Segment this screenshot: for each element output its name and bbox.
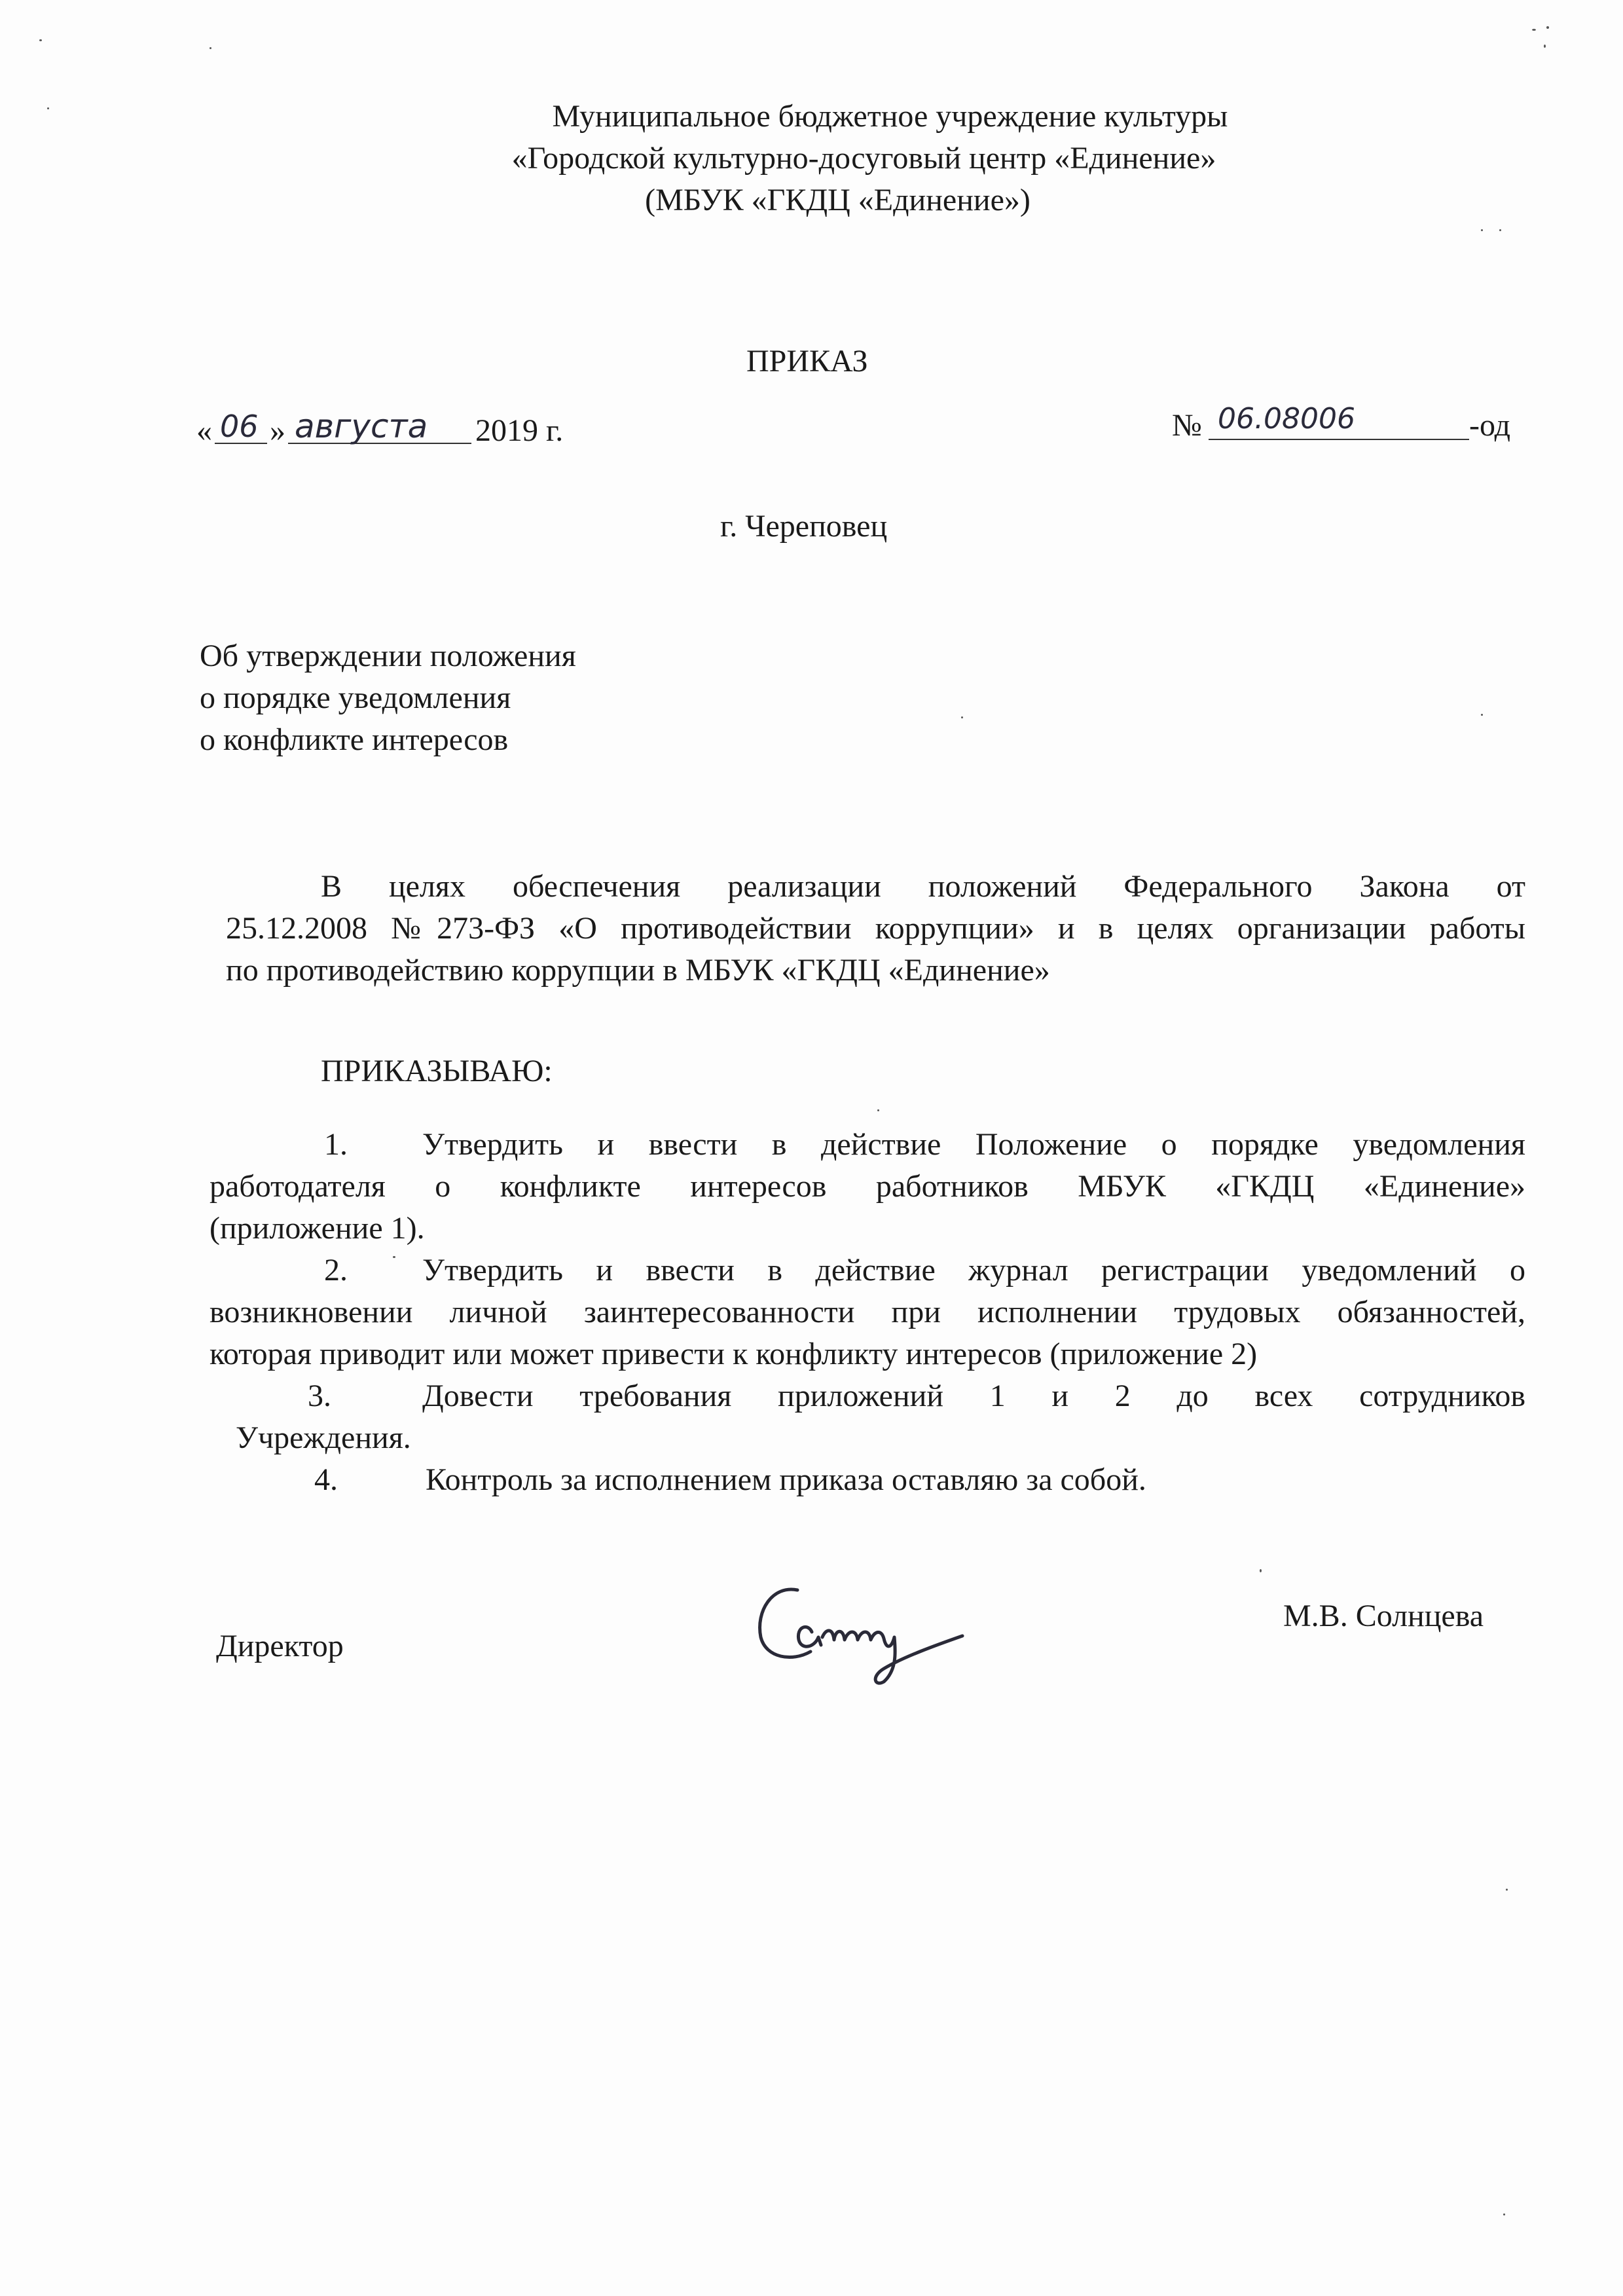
item-1-line-1: Утвердить и ввести в действие Положение о порядке уведомления xyxy=(422,1127,1525,1162)
item-3-number: 3. xyxy=(308,1379,331,1413)
item-2-line-2: возникновении личной заинтересованности при исполнении трудовых обязанностей, xyxy=(210,1295,1525,1329)
signer-name: М.В. Солнцева xyxy=(1283,1599,1484,1633)
order-date xyxy=(196,406,602,458)
item-4-number: 4. xyxy=(314,1462,338,1497)
org-name-line-3: (МБУК «ГКДЦ «Единение») xyxy=(645,183,1030,217)
number-line xyxy=(1209,439,1469,440)
scan-speck xyxy=(961,716,963,718)
number-prefix: № xyxy=(1172,408,1202,443)
scan-speck xyxy=(1499,229,1501,231)
item-2-line-1: Утвердить и ввести в действие журнал регистрации уведомлений о xyxy=(422,1253,1525,1287)
item-1-line-3: (приложение 1). xyxy=(210,1211,425,1246)
subject-line-3: о конфликте интересов xyxy=(200,722,509,757)
scan-speck xyxy=(1546,26,1549,29)
item-3-line-1: Довести требования приложений 1 и 2 до всех сотрудников xyxy=(422,1379,1525,1413)
scan-speck xyxy=(1481,229,1483,231)
scan-speck xyxy=(877,1109,879,1111)
scan-speck xyxy=(1532,29,1536,31)
scan-speck xyxy=(1506,1889,1508,1891)
number-suffix: -од xyxy=(1469,408,1511,443)
item-1-number: 1. xyxy=(324,1127,348,1162)
handwritten-signature xyxy=(746,1572,1021,1690)
scan-speck xyxy=(1544,45,1546,48)
scan-speck xyxy=(47,107,49,109)
subject-line-1: Об утверждении положения xyxy=(200,639,576,673)
subject-line-2: о порядке уведомления xyxy=(200,680,511,715)
scan-speck xyxy=(393,1256,395,1258)
scan-speck xyxy=(39,39,42,41)
item-4-line-1: Контроль за исполнением приказа оставляю за собой. xyxy=(426,1462,1146,1497)
date-year: 2019 г. xyxy=(475,413,564,448)
scan-speck xyxy=(1503,2213,1505,2215)
number-value: 06.08006 xyxy=(1218,402,1355,435)
org-name-line-1: Муниципальное бюджетное учреждение культуры xyxy=(552,99,1228,134)
scan-speck xyxy=(1481,714,1483,716)
item-3-line-2: Учреждения. xyxy=(236,1420,411,1455)
document-title: ПРИКАЗ xyxy=(746,344,868,379)
command-word: ПРИКАЗЫВАЮ: xyxy=(321,1054,553,1088)
preamble-line-3: по противодействию коррупции в МБУК «ГКДЦ «Единение» xyxy=(226,953,1050,988)
item-2-line-3: которая приводит или может привести к конфликту интересов (приложение 2) xyxy=(210,1337,1258,1371)
date-close-quote: » xyxy=(270,413,285,448)
org-name-line-2: «Городской культурно-досуговый центр «Единение» xyxy=(511,141,1216,176)
city: г. Череповец xyxy=(720,509,888,544)
item-2-number: 2. xyxy=(324,1253,348,1287)
date-day: 06 xyxy=(220,409,259,444)
scan-speck xyxy=(1260,1569,1262,1572)
date-month: августа xyxy=(295,407,428,445)
scan-speck xyxy=(210,47,211,49)
item-1-line-2: работодателя о конфликте интересов работников МБУК «ГКДЦ «Единение» xyxy=(210,1169,1525,1204)
preamble-line-1: В целях обеспечения реализации положений Федерального Закона от xyxy=(321,869,1525,904)
order-number xyxy=(1172,401,1539,453)
preamble-line-2: 25.12.2008 №273-ФЗ «О противодействии коррупции» и в целях организации работы xyxy=(226,911,1525,946)
signer-position: Директор xyxy=(216,1629,344,1663)
date-open-quote: « xyxy=(196,413,212,448)
